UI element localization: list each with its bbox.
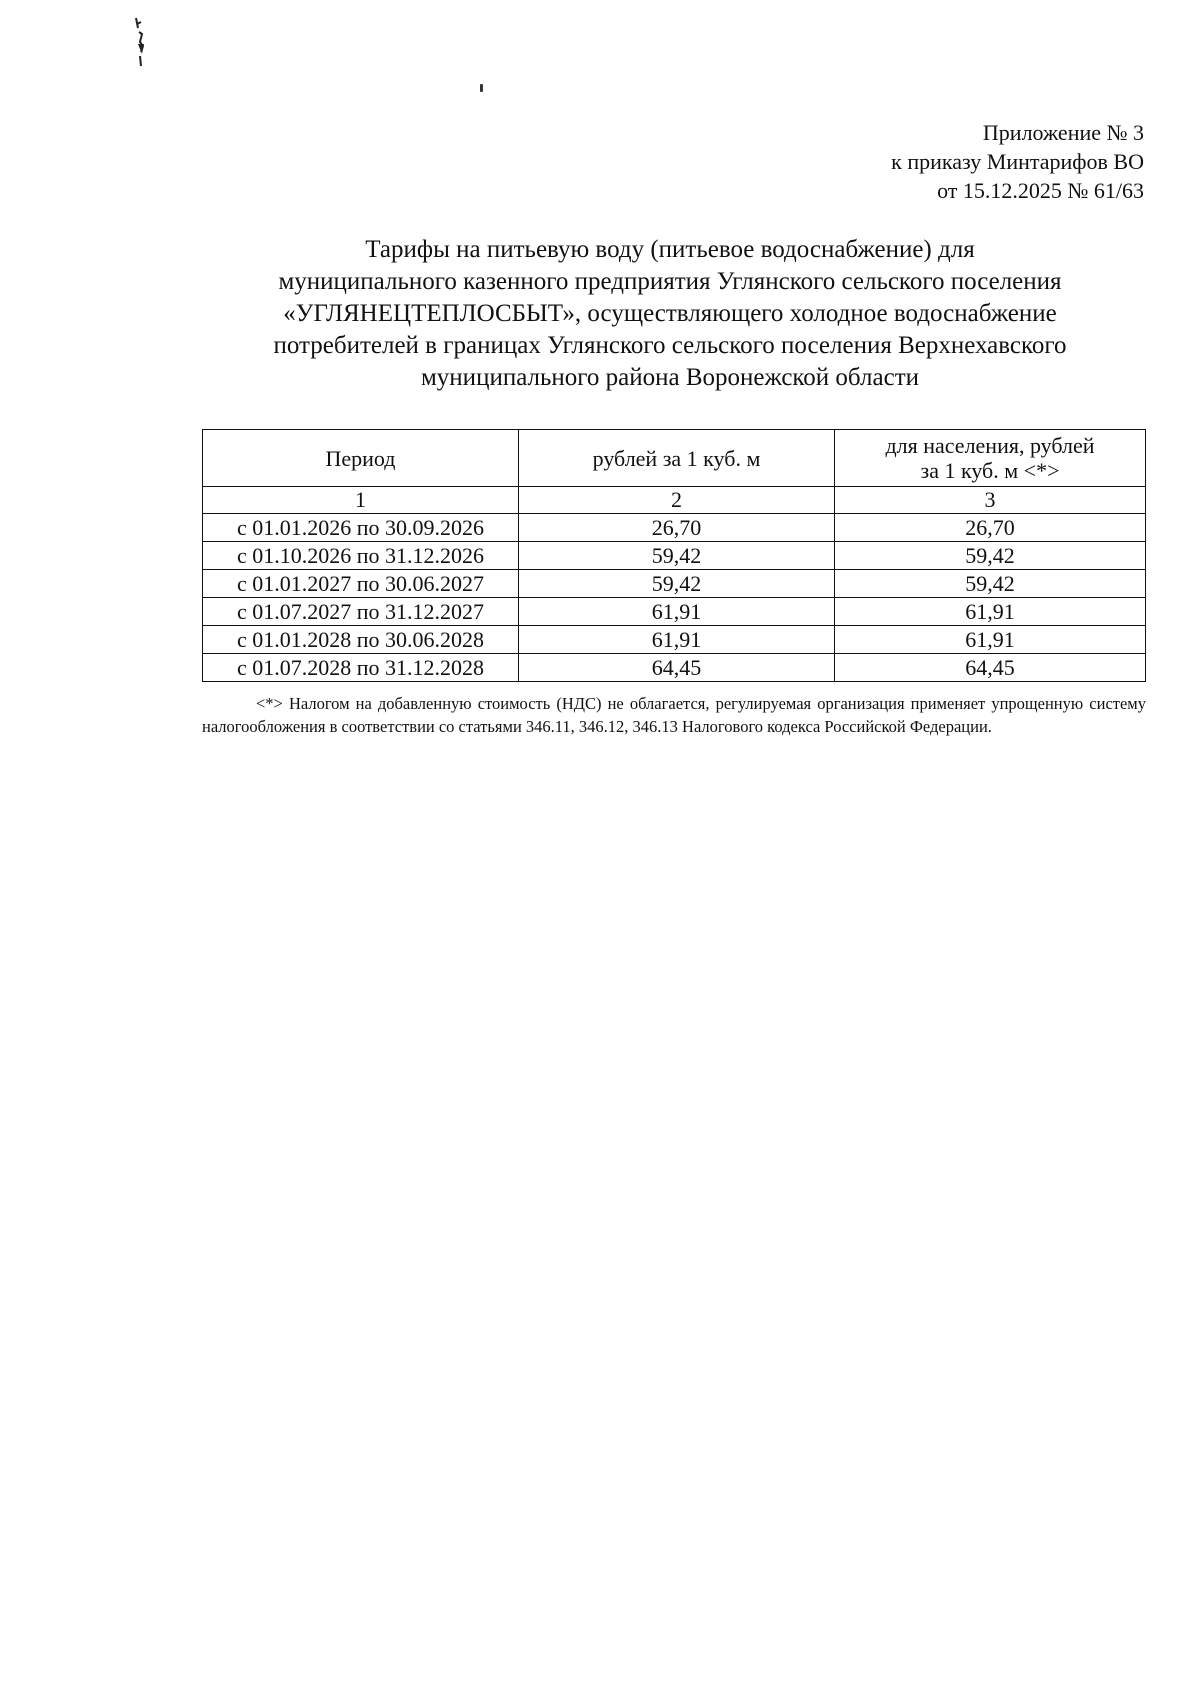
period-cell: с 01.07.2028 по 31.12.2028 bbox=[203, 654, 519, 682]
table-row bbox=[203, 598, 1146, 626]
table-row bbox=[203, 654, 1146, 682]
period-cell: с 01.07.2027 по 31.12.2027 bbox=[203, 598, 519, 626]
rate-cell: 26,70 bbox=[519, 514, 835, 542]
header-rub-per-cubic-meter: рублей за 1 куб. м bbox=[519, 430, 835, 487]
rate-cell: 61,91 bbox=[519, 626, 835, 654]
period-cell: с 01.01.2026 по 30.09.2026 bbox=[203, 514, 519, 542]
rate-cell: 61,91 bbox=[519, 598, 835, 626]
document-title bbox=[200, 234, 1140, 394]
population-rate-cell: 59,42 bbox=[835, 542, 1146, 570]
table-row bbox=[203, 570, 1146, 598]
table-header-row bbox=[203, 430, 1146, 487]
period-cell: с 01.01.2028 по 30.06.2028 bbox=[203, 626, 519, 654]
approval-line-date: от 15.12.2025 № 61/63 bbox=[937, 178, 1144, 203]
title-line: «УГЛЯНЕЦТЕПЛОСБЫТ», осуществляющего холодное водоснабжение bbox=[283, 300, 1057, 327]
table-row bbox=[203, 542, 1146, 570]
scan-artifact-mark bbox=[134, 16, 148, 68]
title-line: Тарифы на питьевую воду (питьевое водоснабжение) для bbox=[365, 236, 975, 263]
population-rate-cell: 61,91 bbox=[835, 598, 1146, 626]
header-population-rate bbox=[835, 430, 1146, 487]
period-cell: с 01.10.2026 по 31.12.2026 bbox=[203, 542, 519, 570]
population-rate-cell: 64,45 bbox=[835, 654, 1146, 682]
table-row bbox=[203, 514, 1146, 542]
title-line: муниципального казенного предприятия Углянского сельского поселения bbox=[278, 268, 1062, 295]
title-line: муниципального района Воронежской области bbox=[420, 364, 919, 391]
title-line: потребителей в границах Углянского сельского поселения Верхнехавского bbox=[273, 332, 1067, 359]
period-cell: с 01.01.2027 по 30.06.2027 bbox=[203, 570, 519, 598]
scan-artifact-dot bbox=[480, 84, 483, 92]
column-number-row bbox=[203, 487, 1146, 514]
population-rate-cell: 61,91 bbox=[835, 626, 1146, 654]
approval-block bbox=[724, 118, 1144, 205]
column-number: 3 bbox=[835, 487, 1146, 514]
rate-cell: 59,42 bbox=[519, 542, 835, 570]
column-number: 1 bbox=[203, 487, 519, 514]
tariff-table bbox=[202, 429, 1146, 682]
table-row bbox=[203, 626, 1146, 654]
header-population-line1: для населения, рублей bbox=[885, 433, 1095, 458]
header-population-line2: за 1 куб. м <*> bbox=[920, 458, 1060, 483]
population-rate-cell: 59,42 bbox=[835, 570, 1146, 598]
footnote-text: <*> Налогом на добавленную стоимость (НДС) не облагается, регулируемая организация применяет упрощенную систему налогообложения в соответствии со статьями 346.11, 346.12, 346.13 Налогового кодекса Российской Федерации. bbox=[202, 694, 1146, 736]
footnote bbox=[202, 692, 1146, 738]
column-number: 2 bbox=[519, 487, 835, 514]
header-period: Период bbox=[203, 430, 519, 487]
approval-line-order: к приказу Минтарифов ВО bbox=[891, 149, 1144, 174]
rate-cell: 59,42 bbox=[519, 570, 835, 598]
approval-line-appendix: Приложение № 3 bbox=[982, 120, 1144, 145]
population-rate-cell: 26,70 bbox=[835, 514, 1146, 542]
rate-cell: 64,45 bbox=[519, 654, 835, 682]
